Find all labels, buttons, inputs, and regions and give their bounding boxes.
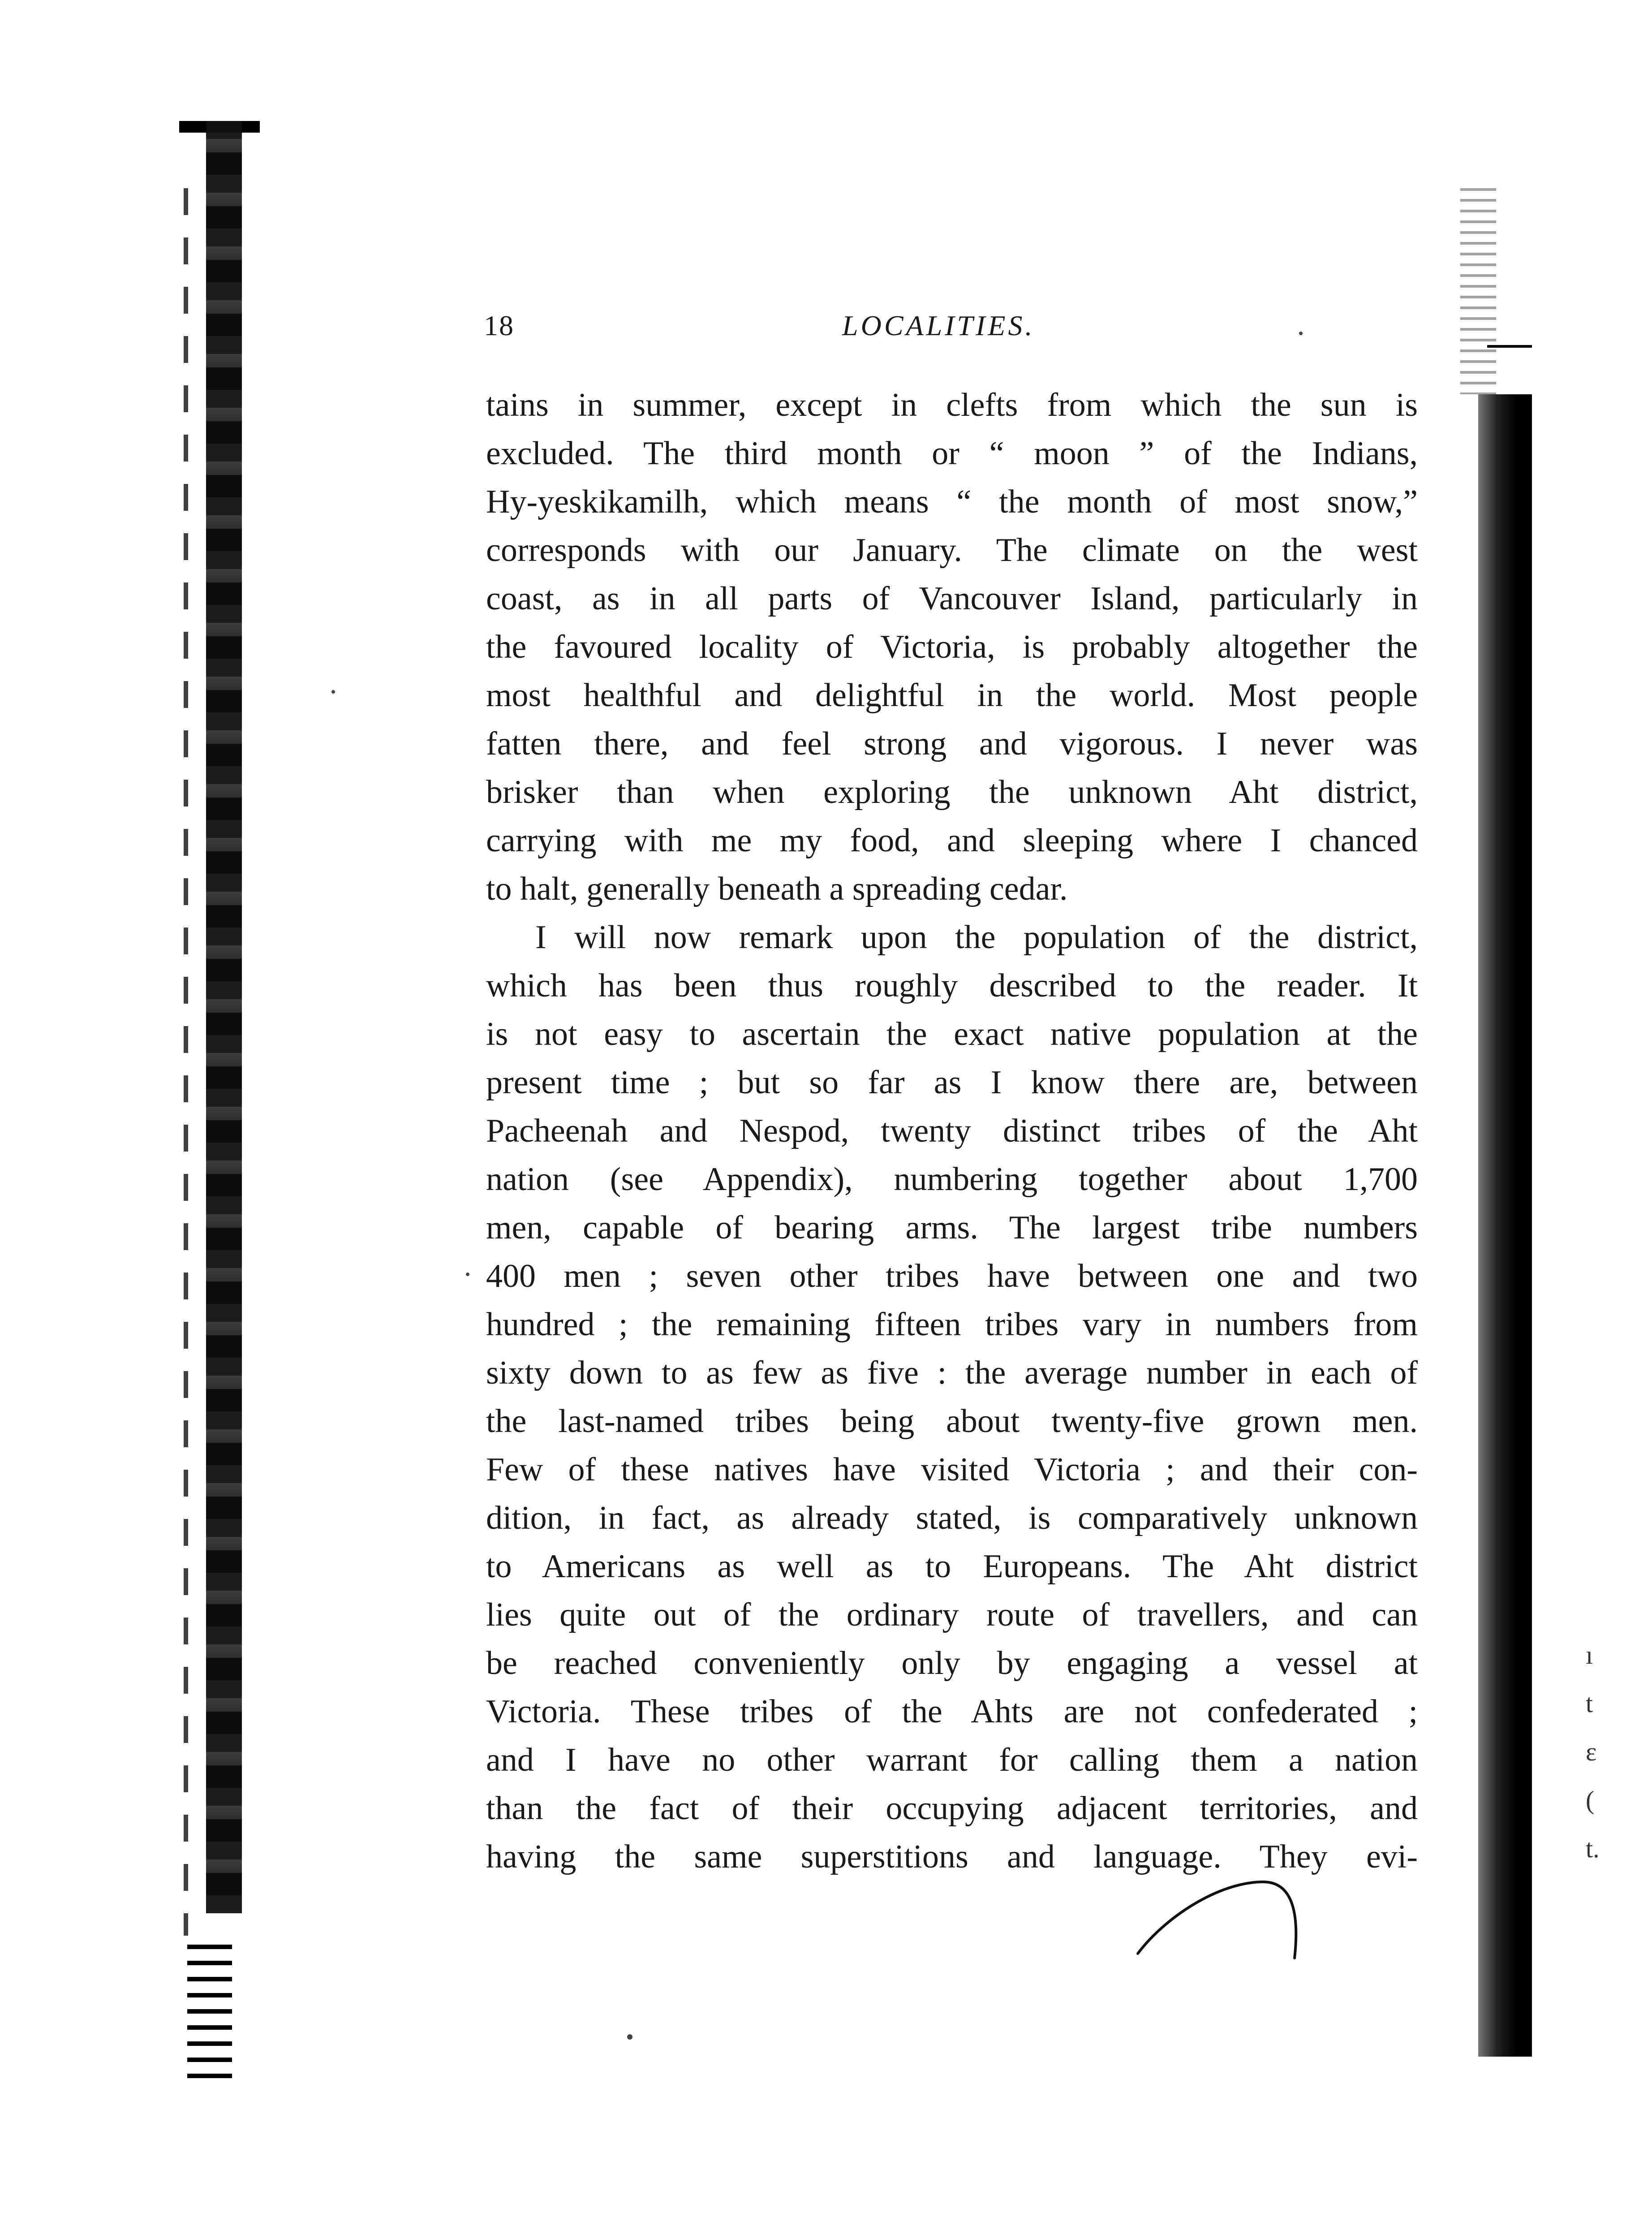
body-text <box>486 381 1418 1881</box>
text-line: coast, as in all parts of Vancouver Island, particularly in <box>486 580 1418 617</box>
text-line: to halt, generally beneath a spreading cedar. <box>486 871 1068 907</box>
text-line: the favoured locality of Victoria, is probably altogether the <box>486 629 1418 665</box>
left-binding-edge <box>206 121 242 1913</box>
left-binding-shadow <box>184 188 188 1936</box>
text-line: having the same superstitions and language. They evi- <box>486 1838 1418 1875</box>
text-line: tains in summer, except in clefts from which the sun is <box>486 387 1418 423</box>
margin-fragment: t <box>1586 1689 1593 1718</box>
pen-stroke-mark <box>1129 1864 1308 1963</box>
text-line: I will now remark upon the population of the district, <box>535 919 1418 956</box>
scan-speck <box>331 690 335 694</box>
text-line: nation (see Appendix), numbering together about 1,700 <box>486 1161 1418 1198</box>
scan-speck <box>1299 332 1303 335</box>
page-title: LOCALITIES. <box>842 310 1035 341</box>
right-edge-speckle <box>1460 188 1496 394</box>
running-head <box>484 309 1415 345</box>
scan-speck <box>466 1273 469 1276</box>
text-line: Few of these natives have visited Victoria ; and their con- <box>486 1451 1418 1488</box>
text-line: carrying with me my food, and sleeping where I chanced <box>486 822 1418 859</box>
text-line: fatten there, and feel strong and vigorous. I never was <box>486 725 1418 762</box>
text-line: hundred ; the remaining fifteen tribes vary in numbers from <box>486 1306 1418 1343</box>
text-line: men, capable of bearing arms. The largest tribe numbers <box>486 1209 1418 1246</box>
text-line: corresponds with our January. The climate on the west <box>486 532 1418 569</box>
left-binding-ticks <box>187 1945 232 2079</box>
text-line: lies quite out of the ordinary route of travellers, and can <box>486 1596 1418 1633</box>
text-line: sixty down to as few as five : the average number in each of <box>486 1355 1418 1391</box>
margin-fragment: t. <box>1586 1834 1600 1863</box>
text-line: 400 men ; seven other tribes have between one and two <box>486 1258 1418 1294</box>
text-line: be reached conveniently only by engaging a vessel at <box>486 1645 1418 1682</box>
text-line: Victoria. These tribes of the Ahts are not confederated ; <box>486 1693 1418 1730</box>
margin-fragment: ( <box>1586 1786 1595 1815</box>
text-line: dition, in fact, as already stated, is comparatively unknown <box>486 1500 1418 1536</box>
margin-fragment: ε <box>1586 1737 1597 1766</box>
right-binding-edge <box>1478 394 1532 2057</box>
text-line: to Americans as well as to Europeans. The Aht district <box>486 1548 1418 1585</box>
right-edge-mark <box>1487 345 1532 348</box>
margin-fragment: ı <box>1586 1640 1593 1670</box>
text-line: most healthful and delightful in the world. Most people <box>486 677 1418 714</box>
scan-speck <box>627 2034 632 2040</box>
margin-fragments <box>1586 1631 1613 1873</box>
text-line: brisker than when exploring the unknown Aht district, <box>486 774 1418 811</box>
text-line: Pacheenah and Nespod, twenty distinct tribes of the Aht <box>486 1113 1418 1149</box>
page-number: 18 <box>484 310 514 341</box>
text-line: the last-named tribes being about twenty-five grown men. <box>486 1403 1418 1440</box>
text-line: Hy-yeskikamilh, which means “ the month of most snow,” <box>486 483 1418 520</box>
text-line: which has been thus roughly described to the reader. It <box>486 967 1418 1004</box>
text-line: than the fact of their occupying adjacent territories, and <box>486 1790 1418 1827</box>
text-line: excluded. The third month or “ moon ” of the Indians, <box>486 435 1418 472</box>
text-line: is not easy to ascertain the exact native population at the <box>486 1016 1418 1053</box>
text-line: and I have no other warrant for calling them a nation <box>486 1742 1418 1778</box>
text-line: present time ; but so far as I know there are, between <box>486 1064 1418 1101</box>
